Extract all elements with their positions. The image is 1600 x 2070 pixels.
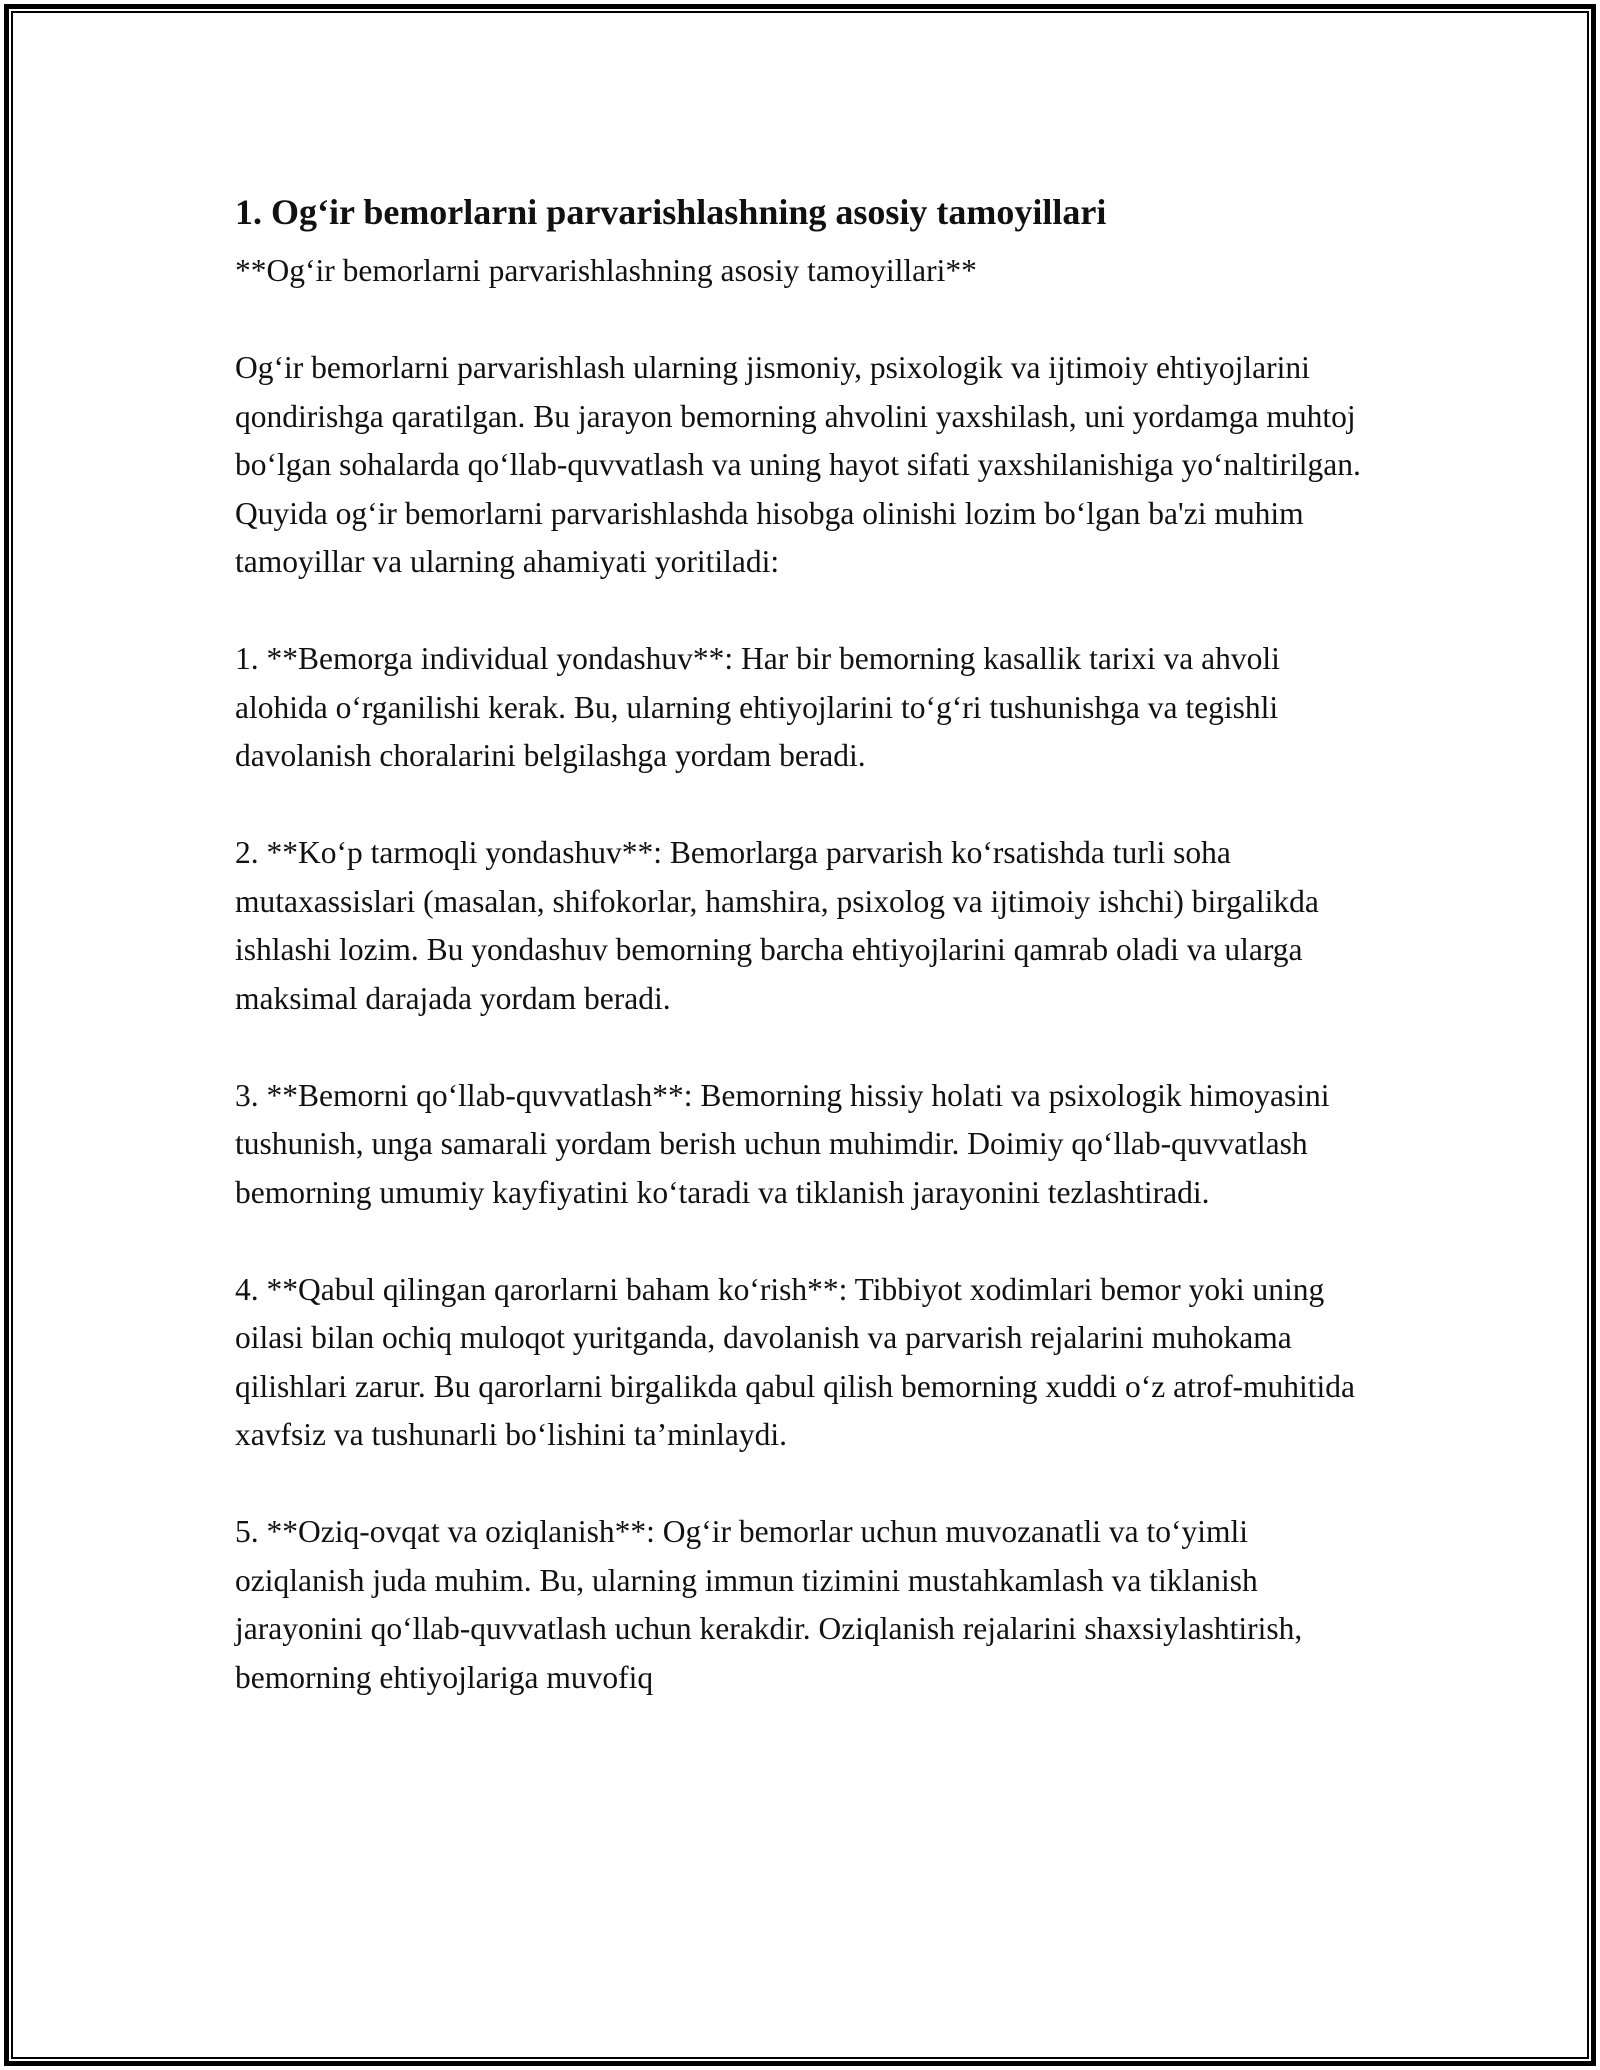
principle-item-4: 4. **Qabul qilingan qarorlarni baham ko‘rish**: Tibbiyot xodimlari bemor yoki uning oilasi bilan ochiq muloqot yuritganda, davolanish va parvarish rejalarini muhokama qilishlari zarur. Bu qarorlarni birgalikda qabul qilish bemorning xuddi o‘z atrof-muhitida xavfsiz va tushunarli bo‘lishini ta’minlaydi. <box>235 1271 1356 1452</box>
document-subtitle: **Og‘ir bemorlarni parvarishlashning asosiy tamoyillari** <box>235 253 977 288</box>
principle-item-1: 1. **Bemorga individual yondashuv**: Har bir bemorning kasallik tarixi va ahvoli alohida o‘rganilishi kerak. Bu, ularning ehtiyojlarini to‘g‘ri tushunishga va tegishli davolanish choralarini belgilashga yordam beradi. <box>235 641 1280 773</box>
intro-paragraph: Og‘ir bemorlarni parvarishlash ularning jismoniy, psixologik va ijtimoiy ehtiyojlarini qondirishga qaratilgan. Bu jarayon bemorning ahvolini yaxshilash, uni yordamga muhtoj bo‘lgan sohalarda qo‘llab-quvvatlash va uning hayot sifati yaxshilanishiga yo‘naltirilgan. Quyida og‘ir bemorlarni parvarishlashda hisobga olinishi lozim bo‘lgan ba'zi muhim tamoyillar va ularning ahamiyati yoritiladi: <box>235 350 1361 579</box>
principle-item-2: 2. **Ko‘p tarmoqli yondashuv**: Bemorlarga parvarish ko‘rsatishda turli soha mutaxassislari (masalan, shifokorlar, hamshira, psixolog va ijtimoiy ishchi) birgalikda ishlashi lozim. Bu yondashuv bemorning barcha ehtiyojlarini qamrab oladi va ularga maksimal darajada yordam beradi. <box>235 835 1319 1016</box>
principle-item-5: 5. **Oziq-ovqat va oziqlanish**: Og‘ir bemorlar uchun muvozanatli va to‘yimli oziqlanish juda muhim. Bu, ularning immun tizimini mustahkamlash va tiklanish jarayonini qo‘llab-quvvatlash uchun kerakdir. Oziqlanish rejalarini shaxsiylashtirish, bemorning ehtiyojlariga muvofiq <box>235 1514 1303 1695</box>
document-title: 1. Og‘ir bemorlarni parvarishlashning asosiy tamoyillari <box>235 192 1107 232</box>
document-page <box>235 186 1370 1751</box>
principle-item-3: 3. **Bemorni qo‘llab-quvvatlash**: Bemorning hissiy holati va psixologik himoyasini tushunish, unga samarali yordam berish uchun muhimdir. Doimiy qo‘llab-quvvatlash bemorning umumiy kayfiyatini ko‘taradi va tiklanish jarayonini tezlashtiradi. <box>235 1077 1330 1210</box>
